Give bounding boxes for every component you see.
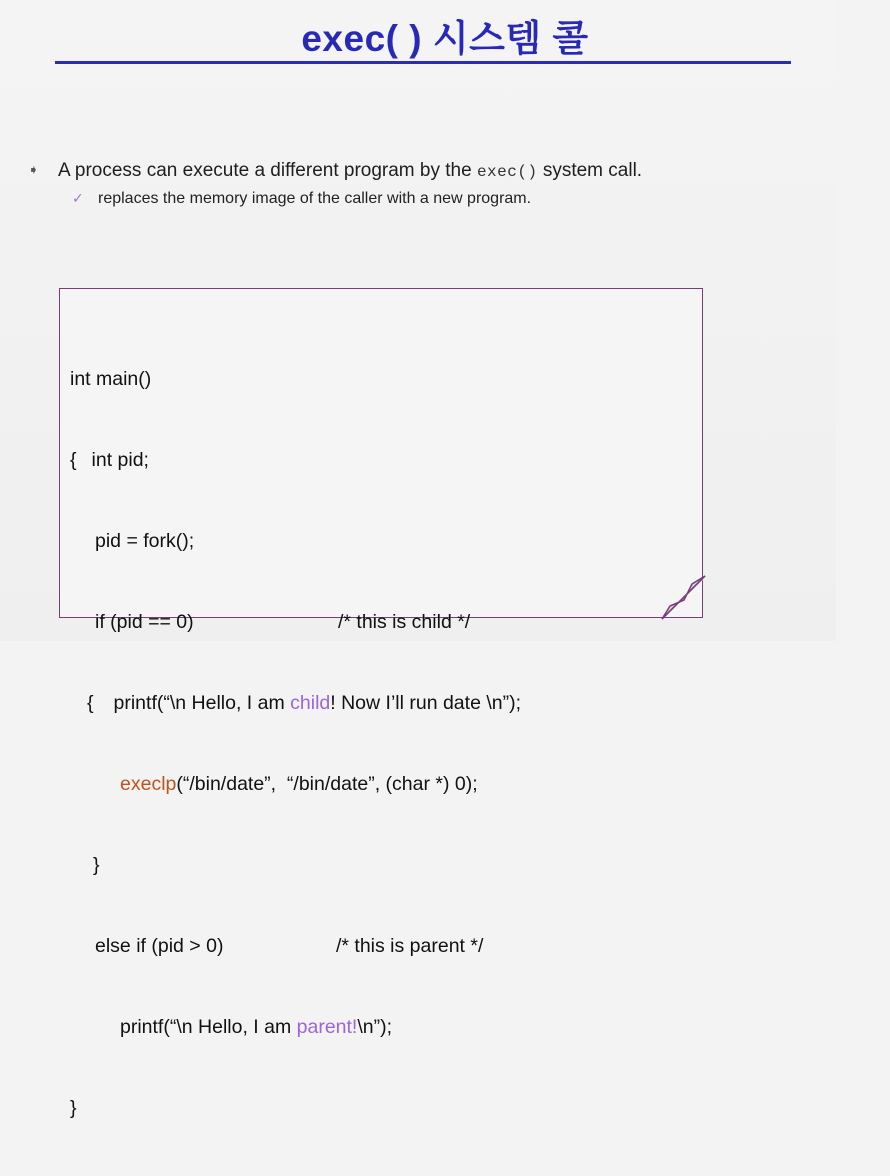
bullet-text-after: system call. [537,160,643,181]
arrow-bullet-icon: ➧ [28,162,39,177]
bullet-code: exec() [476,163,538,181]
page-fold-corner-icon [660,576,706,620]
code-text: } [70,1097,77,1119]
code-function-highlight: execlp [120,773,177,795]
code-comment: /* this is child */ [338,611,471,633]
code-line [70,1095,521,1122]
checkmark-icon: ✓ [72,190,84,206]
code-line [70,1014,521,1041]
code-text: if (pid == 0) [95,611,194,633]
code-highlight: parent! [296,1016,358,1038]
code-text: printf(“\n Hello, I am [120,1016,297,1038]
code-line [70,609,521,636]
code-text: } [93,854,100,876]
code-comment: /* this is parent */ [336,935,484,957]
code-line [70,528,521,555]
title-underline [55,61,791,64]
code-line [70,690,521,717]
code-line [70,933,521,960]
code-line [70,447,521,474]
code-line [70,366,521,393]
code-line [70,771,521,798]
code-text: (“/bin/date”, “/bin/date”, (char *) 0); [176,773,478,795]
sub-bullet-text: replaces the memory image of the caller with a new program. [98,190,532,207]
code-text: else if (pid > 0) [95,935,224,957]
sub-bullet [72,190,531,208]
slide-title: exec( ) 시스템 콜 [301,18,589,59]
code-line [70,852,521,879]
code-text: ! Now I’ll run date \n”); [330,692,521,714]
code-listing [70,312,521,1176]
code-text: \n”); [357,1016,393,1038]
code-text: { [70,449,77,471]
code-text: int pid; [91,449,149,471]
code-text: int main() [70,368,152,390]
code-highlight: child [290,692,331,714]
main-bullet [28,160,642,182]
bullet-text-before: A process can execute a different program by the [58,160,477,181]
code-text: { [87,692,94,714]
code-text: pid = fork(); [95,530,195,552]
code-text: printf(“\n Hello, I am [113,692,291,714]
